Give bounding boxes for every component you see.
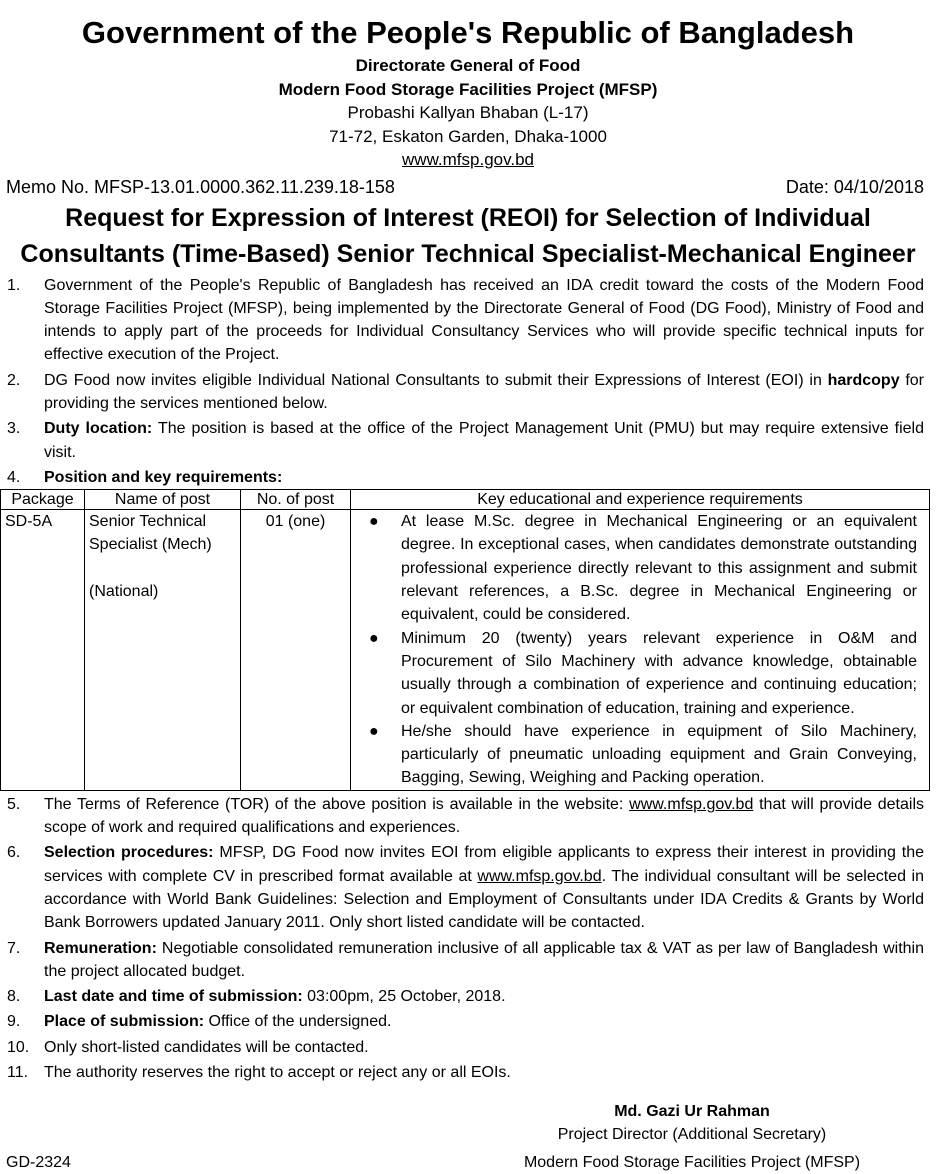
item-text: Place of submission: Office of the undersigned.	[44, 1013, 392, 1031]
signatory-name: Md. Gazi Ur Rahman	[614, 1103, 770, 1121]
list-item	[0, 417, 936, 464]
notice-items-continued	[0, 793, 936, 1085]
address-street: 71-72, Eskaton Garden, Dhaka-1000	[329, 126, 607, 146]
item-number: 9.	[7, 1013, 21, 1031]
footer-code: GD-2324	[6, 1154, 71, 1171]
signature-block	[510, 1100, 874, 1146]
item-number: 3.	[7, 420, 21, 438]
item-text: The Terms of Reference (TOR) of the above position is available in the website: www.mfsp.gov.bd that will provide details scope of work and required qualifications and experiences.	[44, 795, 924, 837]
table-row	[1, 510, 930, 791]
subject-line-2: Consultants (Time-Based) Senior Technical Specialist-Mechanical Engineer	[20, 239, 916, 268]
item-number: 6.	[7, 844, 21, 862]
table-header-row	[1, 490, 930, 510]
project-name: Modern Food Storage Facilities Project (MFSP)	[278, 79, 658, 99]
post-name: Senior Technical Specialist (Mech)	[89, 513, 212, 554]
position-table	[0, 489, 930, 791]
tor-website-link[interactable]: www.mfsp.gov.bd	[629, 795, 754, 813]
cell-package: SD-5A	[1, 510, 85, 791]
cv-website-link[interactable]: www.mfsp.gov.bd	[477, 867, 602, 885]
item-number: 11.	[7, 1064, 29, 1081]
notice-items	[0, 274, 936, 490]
list-item	[0, 369, 936, 416]
item-text: The authority reserves the right to accept or reject any or all EOIs.	[44, 1064, 511, 1081]
subject-heading	[0, 200, 936, 272]
list-item	[0, 841, 936, 934]
cell-post-name	[85, 510, 241, 791]
memo-date: Date: 04/10/2018	[785, 176, 924, 197]
list-item	[0, 793, 936, 840]
item-number: 1.	[7, 276, 21, 294]
requirement-item: ● At lease M.Sc. degree in Mechanical Engineering or an equivalent degree. In exceptional cases, when candidates demonstrate outstanding professional experience directly relevant to this assignment and submit relevant references, a B.Sc. degree in Mechanical Engineering or equivalent, could be considered.	[355, 510, 917, 626]
item-number: 10.	[7, 1038, 30, 1056]
bullet-icon: ●	[369, 513, 379, 531]
requirement-item: ● He/she should have experience in equipment of Silo Machinery, particularly of pneumatic unloading equipment and Grain Conveying, Bagging, Sewing, Weighing and Packing operation.	[355, 720, 917, 790]
item-text: Last date and time of submission: 03:00pm, 25 October, 2018.	[44, 988, 506, 1006]
directorate-name: Directorate General of Food	[355, 56, 581, 75]
post-type: (National)	[89, 582, 159, 600]
col-header-post-name: Name of post	[85, 490, 241, 510]
bullet-icon: ●	[369, 722, 379, 740]
list-item	[0, 1036, 936, 1059]
address-building: Probashi Kallyan Bhaban (L-17)	[347, 103, 589, 122]
cell-requirements	[351, 510, 930, 791]
website-link[interactable]: www.mfsp.gov.bd	[402, 150, 534, 169]
memo-row	[0, 175, 936, 199]
list-item	[0, 937, 936, 984]
item-text: Selection procedures: MFSP, DG Food now invites EOI from eligible applicants to express their interest in providing the services with complete CV in prescribed format available at www.mfsp.gov.bd. The individual consultant will be selected in accordance with World Bank Guidelines: Selection and Employment of Consultants under IDA Credits & Grants by World Bank Borrowers updated January 2011. Only short listed candidate will be contacted.	[44, 844, 925, 932]
signatory-designation: Project Director (Additional Secretary)	[557, 1126, 827, 1144]
item-text: DG Food now invites eligible Individual National Consultants to submit their Expressions of Interest (EOI) in hardcopy for providing the services mentioned below.	[44, 371, 924, 412]
item-text: Only short-listed candidates will be contacted.	[44, 1038, 369, 1056]
item-number: 4.	[7, 468, 21, 486]
item-text: Remuneration: Negotiable consolidated remuneration inclusive of all applicable tax & VAT as per law of Bangladesh within the project allocated budget.	[44, 939, 924, 980]
list-item	[0, 1061, 936, 1084]
bullet-icon: ●	[369, 629, 379, 647]
item-number: 5.	[7, 795, 21, 813]
item-number: 2.	[7, 371, 21, 389]
list-item	[0, 466, 936, 489]
item-text: Government of the People's Republic of Bangladesh has received an IDA credit toward the costs of the Modern Food Storage Facilities Project (MFSP), being implemented by the Directorate General of Food (DG Food), Ministry of Food and intends to apply part of the proceeds for Individual Consultancy Services who will provide specific technical inputs for effective execution of the Project.	[44, 276, 924, 364]
list-item	[0, 1010, 936, 1033]
memo-number: Memo No. MFSP-13.01.0000.362.11.239.18-158	[6, 176, 395, 197]
requirement-item: ● Minimum 20 (twenty) years relevant experience in O&M and Procurement of Silo Machinery with advance knowledge, obtainable usually through a combination of experience and continuing education; or equivalent combination of education, training and experience.	[355, 627, 917, 720]
list-item	[0, 985, 936, 1008]
item-text: Position and key requirements:	[44, 468, 283, 486]
cell-post-count: 01 (one)	[241, 510, 351, 791]
col-header-post-count: No. of post	[241, 490, 351, 510]
signatory-organization: Modern Food Storage Facilities Project (MFSP)	[523, 1154, 861, 1171]
item-number: 7.	[7, 939, 21, 957]
list-item	[0, 274, 936, 367]
subject-line-1: Request for Expression of Interest (REOI) for Selection of Individual	[65, 203, 871, 232]
item-number: 8.	[7, 988, 21, 1006]
col-header-requirements: Key educational and experience requirements	[351, 490, 930, 510]
page-title: Government of the People's Republic of Bangladesh	[81, 15, 855, 50]
col-header-package: Package	[1, 490, 85, 510]
item-text: Duty location: The position is based at the office of the Project Management Unit (PMU) but may require extensive field visit.	[44, 420, 924, 461]
